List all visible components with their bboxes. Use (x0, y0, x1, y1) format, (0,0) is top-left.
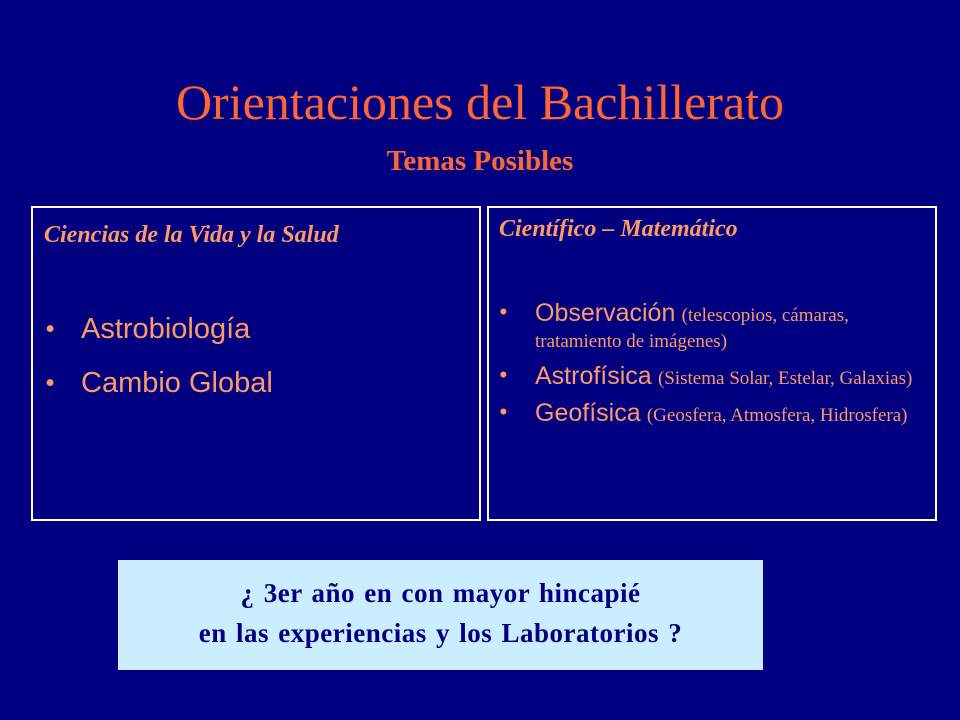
panel-heading: Científico – Matemático (499, 216, 738, 242)
topic-item-cambio-global (45, 366, 465, 400)
topic-list (499, 300, 929, 437)
topic-item-astrofisica (499, 363, 929, 390)
topic-name: Observación (535, 299, 676, 327)
panel-ciencias-vida-salud (31, 206, 481, 521)
bullet-icon: • (499, 362, 508, 389)
slide-title: Orientaciones del Bachillerato (175, 74, 785, 130)
topic-item-observacion (499, 300, 929, 353)
topic-item-geofisica (499, 400, 929, 427)
bullet-icon: • (45, 367, 56, 399)
callout-line-2: en las experiencias y los Laboratorios ? (198, 618, 683, 648)
slide-subtitle: Temas Posibles (386, 145, 574, 177)
panel-heading: Ciencias de la Vida y la Salud (44, 222, 339, 248)
topic-name: Cambio Global (81, 367, 273, 399)
topic-name: Astrofísica (535, 362, 652, 390)
topic-detail: (telescopios, cámaras, tratamiento de imágenes) (535, 305, 849, 352)
topic-detail: (Geosfera, Atmosfera, Hidrosfera) (646, 405, 908, 426)
callout-line-1: ¿ 3er año en con mayor hincapié (240, 578, 641, 608)
bullet-icon: • (499, 299, 508, 326)
question-callout (118, 560, 763, 670)
bullet-icon: • (499, 399, 508, 426)
topic-detail: (Sistema Solar, Estelar, Galaxias) (657, 368, 913, 389)
topic-name: Astrobiología (81, 313, 251, 345)
topic-item-astrobiologia (45, 312, 465, 346)
topic-list (45, 312, 465, 420)
topic-name: Geofísica (535, 399, 641, 427)
panel-cientifico-matematico (487, 206, 937, 521)
bullet-icon: • (45, 313, 56, 345)
